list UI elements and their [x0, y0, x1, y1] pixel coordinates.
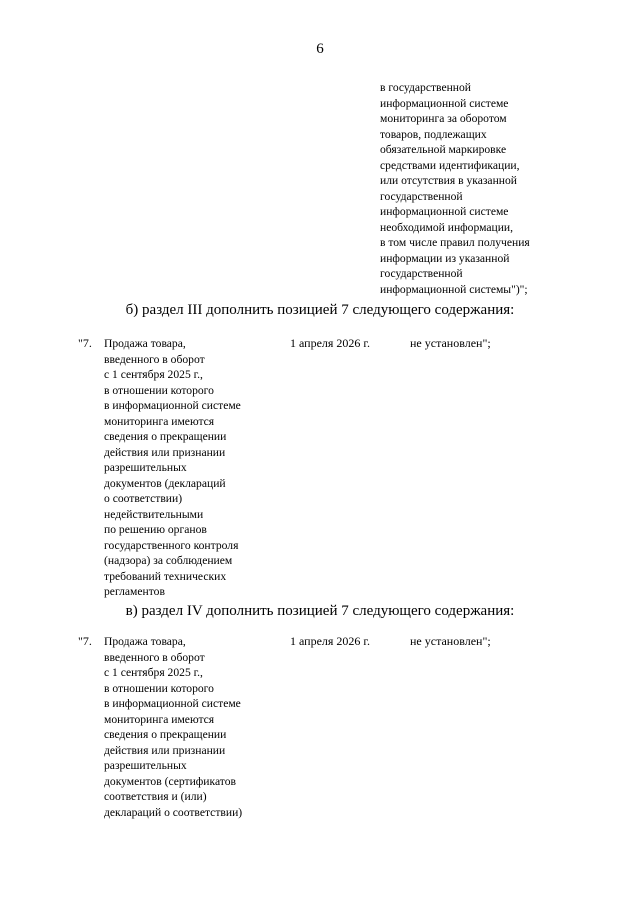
description-line: регламентов: [104, 585, 165, 598]
position-number: "7.: [78, 336, 92, 350]
continued-table-cell: [380, 80, 570, 297]
description-line: документов (сертификатов: [104, 774, 236, 788]
position-number: "7.: [78, 634, 92, 648]
description-line: в информационной системе: [104, 399, 241, 412]
description-line: разрешительных: [104, 461, 187, 474]
cell-line: необходимой информации,: [380, 220, 514, 234]
description-line: с 1 сентября 2025 г.,: [104, 368, 203, 381]
status-value: не установлен";: [410, 336, 491, 350]
description-line: введенного в оборот: [104, 352, 205, 366]
cell-line: государственной: [380, 267, 463, 280]
description-line: в информационной системе: [104, 697, 241, 710]
cell-line: в том числе правил получения: [380, 236, 530, 249]
description-line: действия или признании: [104, 743, 226, 757]
cell-line: или отсутствия в указанной: [380, 174, 517, 187]
description-line: документов (деклараций: [104, 476, 226, 490]
section-b-heading: б) раздел III дополнить позицией 7 следующего содержания:: [125, 302, 515, 318]
description-line: действия или признании: [104, 445, 226, 459]
description-line: недействительными: [104, 507, 204, 521]
effective-date: 1 апреля 2026 г.: [290, 336, 370, 350]
description-line: сведения о прекращении: [104, 728, 227, 741]
description-line: сведения о прекращении: [104, 430, 227, 443]
effective-date: 1 апреля 2026 г.: [290, 634, 370, 648]
cell-line: товаров, подлежащих: [380, 127, 487, 141]
description-line: по решению органов: [104, 523, 207, 536]
status-value: не установлен";: [410, 634, 491, 648]
description-line: мониторинга имеются: [104, 712, 215, 726]
description-line: разрешительных: [104, 759, 187, 772]
page-number: 6: [316, 41, 324, 57]
cell-line: обязательной маркировке: [380, 143, 507, 156]
cell-line: информационной системе: [380, 96, 509, 110]
description-line: в отношении которого: [104, 383, 214, 397]
description-line: деклараций о соответствии): [104, 805, 243, 819]
description-line: о соответствии): [104, 492, 183, 505]
position-description: [104, 634, 284, 820]
position-description: [104, 336, 284, 600]
description-line: в отношении которого: [104, 681, 214, 695]
description-line: введенного в оборот: [104, 650, 205, 664]
description-line: Продажа товара,: [104, 337, 186, 350]
description-line: Продажа товара,: [104, 635, 186, 648]
section-v-heading: в) раздел IV дополнить позицией 7 следующего содержания:: [125, 603, 515, 619]
cell-line: в государственной: [380, 81, 472, 94]
description-line: соответствия и (или): [104, 790, 207, 803]
description-line: требований технических: [104, 569, 227, 583]
cell-line: мониторинга за оборотом: [380, 112, 507, 125]
cell-line: информации из указанной: [380, 251, 510, 265]
cell-line: информационной системы")";: [380, 282, 528, 296]
cell-line: государственной: [380, 189, 463, 203]
description-line: государственного контроля: [104, 538, 239, 552]
cell-line: средствами идентификации,: [380, 158, 520, 172]
description-line: (надзора) за соблюдением: [104, 554, 233, 567]
description-line: с 1 сентября 2025 г.,: [104, 666, 203, 679]
description-line: мониторинга имеются: [104, 414, 215, 428]
cell-line: информационной системе: [380, 205, 509, 218]
